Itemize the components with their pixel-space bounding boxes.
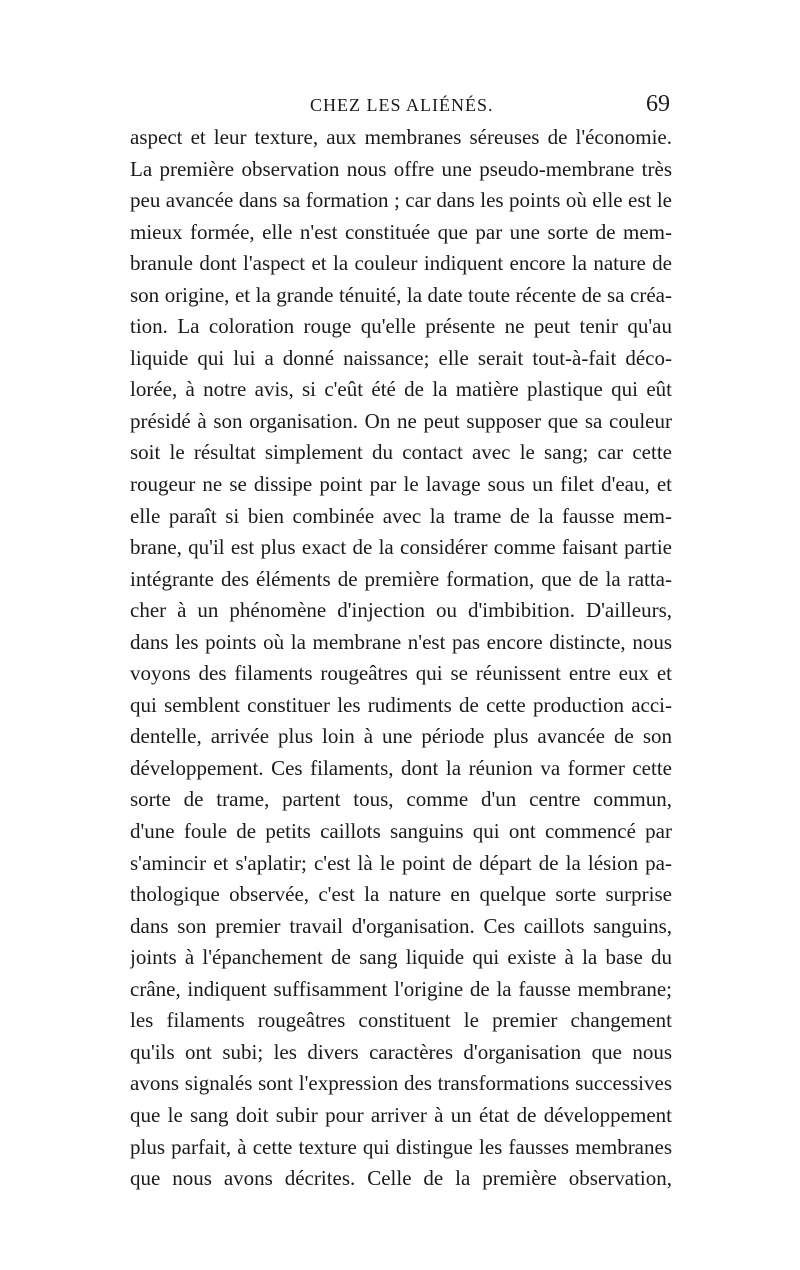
page-number: 69 [646, 91, 670, 117]
text-line: brane, qu'il est plus exact de la considérer comme faisant partie [130, 535, 672, 560]
text-line: aspect et leur texture, aux membranes séreuses de l'économie. [130, 125, 672, 149]
text-line: crâne, indiquent suffisamment l'origine de la fausse membrane; [130, 976, 672, 1001]
text-line: elle paraît si bien combinée avec la trame de la fausse mem- [130, 503, 672, 528]
text-line: joints à l'épanchement de sang liquide qui existe à la base du [130, 945, 672, 970]
text-line: qui semblent constituer les rudiments de cette production acci- [130, 692, 672, 717]
text-line: son origine, et la grande ténuité, la date toute récente de sa créa- [130, 282, 672, 307]
text-line: avons signalés sont l'expression des transformations successives [130, 1071, 672, 1096]
text-line: plus parfait, à cette texture qui distingue les fausses membranes [130, 1134, 672, 1159]
text-line: La première observation nous offre une pseudo-membrane très [130, 156, 672, 181]
text-line: dans son premier travail d'organisation. Ces caillots sanguins, [130, 913, 672, 938]
text-line: développement. Ces filaments, dont la réunion va former cette [130, 755, 672, 780]
text-line: que nous avons décrites. Celle de la première observation, [130, 1166, 672, 1191]
text-line: mieux formée, elle n'est constituée que par une sorte de mem- [130, 219, 672, 244]
text-line: dentelle, arrivée plus loin à une période plus avancée de son [130, 724, 672, 749]
body-text [130, 122, 672, 1195]
text-line: cher à un phénomène d'injection ou d'imbibition. D'ailleurs, [130, 598, 672, 623]
text-line: d'une foule de petits caillots sanguins qui ont commencé par [130, 819, 672, 844]
text-line: sorte de trame, partent tous, comme d'un centre commun, [130, 787, 672, 812]
text-line: qu'ils ont subi; les divers caractères d'organisation que nous [130, 1039, 672, 1064]
text-line: lorée, à notre avis, si c'eût été de la matière plastique qui eût [130, 377, 672, 402]
text-line: les filaments rougeâtres constituent le premier changement [130, 1008, 672, 1033]
text-line: peu avancée dans sa formation ; car dans les points où elle est le [130, 188, 672, 213]
text-line: thologique observée, c'est la nature en quelque sorte surprise [130, 882, 672, 907]
text-line: intégrante des éléments de première formation, que de la ratta- [130, 566, 672, 591]
running-head [130, 92, 670, 118]
running-title: CHEZ LES ALIÉNÉS. [310, 95, 494, 115]
text-line: s'amincir et s'aplatir; c'est là le point de départ de la lésion pa- [130, 850, 672, 875]
text-line: branule dont l'aspect et la couleur indiquent encore la nature de [130, 251, 672, 276]
text-line: tion. La coloration rouge qu'elle présente ne peut tenir qu'au [130, 314, 672, 339]
text-line: rougeur ne se dissipe point par le lavage sous un filet d'eau, et [130, 472, 672, 497]
text-line: liquide qui lui a donné naissance; elle serait tout-à-fait déco- [130, 345, 672, 370]
text-line: dans les points où la membrane n'est pas encore distincte, nous [130, 629, 672, 654]
text-line: que le sang doit subir pour arriver à un état de développement [130, 1102, 672, 1127]
text-line: voyons des filaments rougeâtres qui se réunissent entre eux et [130, 661, 672, 686]
text-line: soit le résultat simplement du contact avec le sang; car cette [130, 440, 672, 465]
text-line: présidé à son organisation. On ne peut supposer que sa couleur [130, 408, 672, 433]
